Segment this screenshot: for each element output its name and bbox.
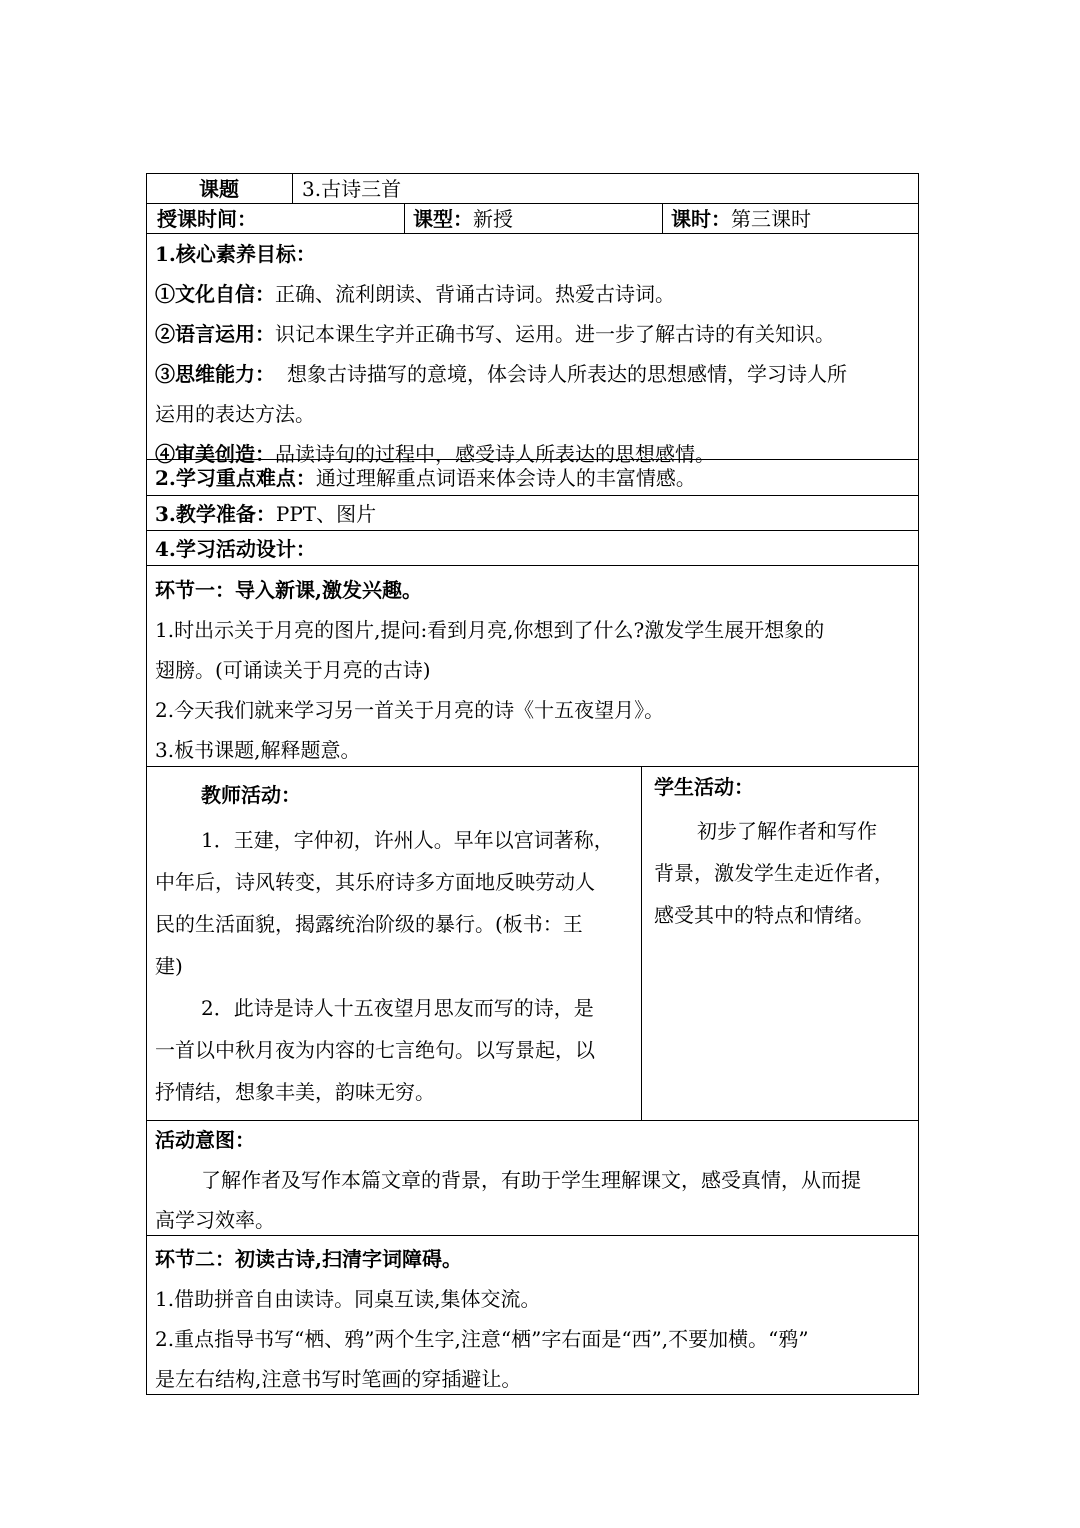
prep-row [146, 495, 919, 530]
goal2-label: ②语言运用： [155, 322, 275, 346]
type-cell [404, 204, 662, 233]
keypoints-label: 2.学习重点难点： [155, 466, 316, 490]
section1-line3: 2.今天我们就来学习另一首关于月亮的诗《十五夜望月》。 [155, 698, 665, 722]
info-row [146, 203, 919, 233]
student-cell [641, 767, 918, 1120]
section2-line1: 1.借助拼音自由读诗。同桌互读,集体交流。 [155, 1287, 541, 1311]
section1-line1: 1.时出示关于月亮的图片,提问:看到月亮,你想到了什么?激发学生展开想象的 [155, 618, 825, 642]
teacher-title: 教师活动： [201, 783, 301, 807]
design-row [146, 530, 919, 565]
topic-value: 3.古诗三首 [302, 177, 402, 201]
intent-line1: 了解作者及写作本篇文章的背景，有助于学生理解课文，感受真情，从而提 [201, 1168, 861, 1192]
topic-value-cell [292, 174, 918, 203]
prep-label: 3.教学准备： [155, 502, 276, 526]
intent-row [146, 1120, 919, 1235]
type-value: 新授 [473, 207, 513, 231]
goal2-text: 识记本课生字并正确书写、运用。进一步了解古诗的有关知识。 [275, 322, 835, 346]
teacher-line5: 2．此诗是诗人十五夜望月思友而写的诗，是 [201, 996, 594, 1020]
student-line3: 感受其中的特点和情绪。 [654, 903, 874, 927]
goal1-label: ①文化自信： [155, 282, 275, 306]
student-line1: 初步了解作者和写作 [697, 819, 877, 843]
goal4-label: ④审美创造： [155, 442, 275, 466]
student-title: 学生活动： [654, 775, 754, 799]
section1-line4: 3.板书课题,解释题意。 [155, 738, 361, 762]
section1-title: 环节一：导入新课,激发兴趣。 [155, 578, 422, 602]
section2-line2: 2.重点指导书写“栖、鸦”两个生字,注意“栖”字右面是“西”,不要加横。“鸦” [155, 1327, 809, 1351]
goal1-text: 正确、流利朗读、背诵古诗词。热爱古诗词。 [275, 282, 675, 306]
type-label: 课型： [413, 207, 473, 231]
period-label: 课时： [671, 207, 731, 231]
intent-title: 活动意图： [155, 1128, 255, 1152]
topic-label: 课题 [199, 177, 239, 201]
goal4-text: 品读诗句的过程中，感受诗人所表达的思想感情。 [275, 442, 715, 466]
section2-line3: 是左右结构,注意书写时笔画的穿插避让。 [155, 1367, 522, 1391]
goal3-text-2: 运用的表达方法。 [155, 402, 315, 426]
goal3-label: ③思维能力： [155, 362, 275, 386]
teacher-line2: 中年后，诗风转变，其乐府诗多方面地反映劳动人 [155, 870, 595, 894]
prep-text: PPT、图片 [275, 502, 377, 526]
time-label: 授课时间： [157, 207, 257, 231]
design-label: 4.学习活动设计： [155, 537, 316, 561]
teacher-cell [147, 767, 641, 1120]
topic-row [146, 173, 919, 203]
teacher-line1: 1．王建，字仲初，许州人。早年以宫词著称， [201, 828, 614, 852]
section1-row [146, 565, 919, 766]
activity-row [146, 766, 919, 1120]
teacher-line4: 建) [155, 954, 183, 978]
teacher-line7: 抒情结，想象丰美，韵味无穷。 [155, 1080, 435, 1104]
teacher-line3: 民的生活面貌，揭露统治阶级的暴行。(板书：王 [155, 912, 583, 936]
student-line2: 背景，激发学生走近作者， [654, 861, 894, 885]
intent-line2: 高学习效率。 [155, 1208, 275, 1232]
period-cell [662, 204, 918, 233]
lesson-plan-table [146, 173, 919, 1395]
time-cell [147, 204, 404, 233]
goals-title: 1.核心素养目标： [155, 242, 316, 266]
section2-title: 环节二：初读古诗,扫清字词障碍。 [155, 1247, 462, 1271]
period-value: 第三课时 [731, 207, 811, 231]
section1-line2: 翅膀。(可诵读关于月亮的古诗) [155, 658, 431, 682]
topic-label-cell [147, 174, 292, 203]
teacher-line6: 一首以中秋月夜为内容的七言绝句。以写景起，以 [155, 1038, 595, 1062]
section2-row [146, 1235, 919, 1395]
keypoints-text: 通过理解重点词语来体会诗人的丰富情感。 [315, 466, 696, 490]
goals-row [146, 233, 919, 466]
goal3-text-1: 想象古诗描写的意境，体会诗人所表达的思想感情，学习诗人所 [287, 362, 847, 386]
